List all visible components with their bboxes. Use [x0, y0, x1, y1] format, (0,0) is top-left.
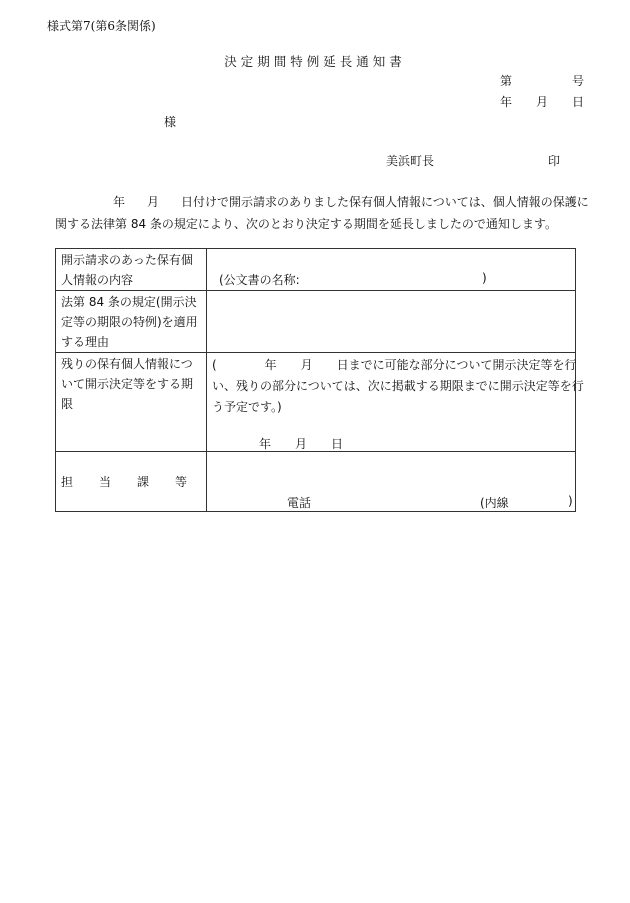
number-suffix: 号: [571, 74, 584, 88]
notice-body-line-2: 関する法律第 84 条の規定により、次のとおり決定する期間を延長しましたので通知します。: [55, 217, 557, 231]
table-row: [56, 291, 576, 353]
department-char-3: 課: [136, 475, 149, 489]
date-day: 日: [571, 95, 584, 109]
table-row: [56, 452, 576, 512]
seal-mark: 印: [548, 154, 561, 168]
table-row: [56, 249, 576, 291]
department-value: [207, 452, 576, 512]
telephone-label: 電話: [287, 496, 312, 510]
extension-reason-value: [207, 291, 576, 353]
extension-field: [480, 494, 573, 511]
date-year: 年: [500, 95, 513, 109]
remaining-deadline-date: 年 月 日: [259, 437, 344, 451]
body-month: 月: [147, 195, 160, 209]
body-line1-rest: 日付けで開示請求のありました保有個人情報については、個人情報の保護に: [181, 195, 589, 209]
department-label-chars: [61, 472, 187, 492]
date-month: 月: [535, 95, 548, 109]
notice-body: [55, 191, 589, 235]
extension-close: ): [568, 494, 573, 508]
requested-info-value: [207, 249, 576, 291]
issuer-name: 美浜町長: [386, 154, 435, 168]
requested-info-label: 開示請求のあった保有個人情報の内容: [56, 249, 207, 291]
notice-table: [55, 248, 584, 512]
document-number-line: [500, 72, 584, 89]
document-title: 決定期間特例延長通知書: [224, 54, 406, 69]
remaining-deadline-label: 残りの保有個人情報について開示決定等をする期限: [56, 353, 207, 452]
table-row: [56, 353, 576, 452]
addressee-suffix: 様: [164, 115, 177, 129]
body-year: 年: [113, 195, 126, 209]
form-number: 様式第7(第6条関係): [47, 19, 156, 33]
document-date-line: [500, 93, 584, 110]
department-label: [56, 452, 207, 512]
department-char-1: 担: [61, 475, 74, 489]
extension-label: (内線: [480, 496, 509, 510]
document-name-close: ): [482, 271, 487, 285]
department-char-4: 等: [174, 475, 187, 489]
remaining-deadline-value: [207, 353, 584, 452]
notice-body-line-1: [55, 191, 589, 213]
document-name-label: (公文書の名称:: [219, 273, 300, 287]
remaining-deadline-text: ( 年 月 日までに可能な部分について開示決定等を行い、残りの部分については、次に掲載する期限までに開示決定等を行う予定です。): [212, 358, 584, 414]
department-char-2: 当: [98, 475, 111, 489]
extension-reason-label: 法第 84 条の規定(開示決定等の期限の特例)を適用する理由: [56, 291, 207, 353]
number-prefix: 第: [500, 74, 513, 88]
document-name-field: [219, 271, 487, 288]
